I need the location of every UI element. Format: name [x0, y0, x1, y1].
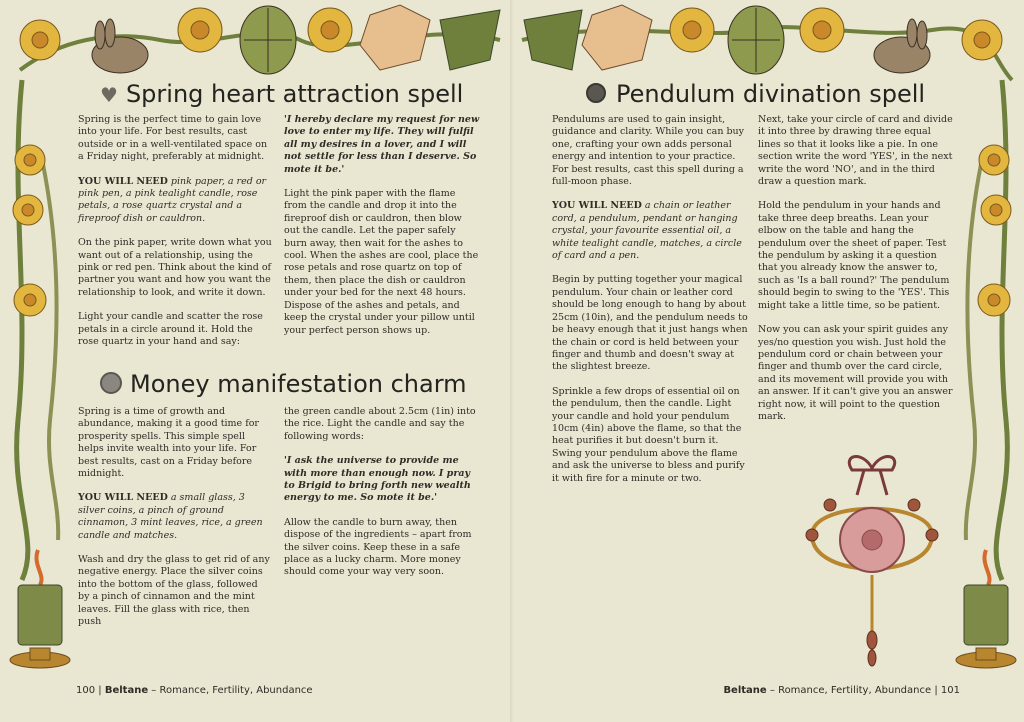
coin-icon — [100, 372, 122, 394]
left-candle — [10, 550, 70, 668]
right-page — [512, 0, 1024, 722]
spell1-column-1 — [78, 114, 272, 361]
spell1-heading — [100, 80, 463, 108]
you-will-need-label: YOU WILL NEED — [78, 492, 168, 504]
spell3-title: Pendulum divination spell — [616, 80, 926, 108]
spell3-ingredients — [552, 200, 748, 262]
footer-section: Beltane — [723, 685, 767, 696]
spell1-step-1: On the pink paper, write down what you want out of a relationship, using the pink or red pen. Think about the kind of partner you want and how you want the relationship to look, and write it down. — [78, 237, 272, 298]
footer-separator: | — [98, 685, 102, 696]
spell2-step-2: the green candle about 2.5cm (1in) into the rice. Light the candle and say the following words: — [284, 406, 476, 442]
spell3-step-4: Hold the pendulum in your hands and take three deep breaths. Lean your elbow on the table and hang the pendulum over the sheet of paper. Test the pendulum by asking it a question that you already know the answer to, such as 'Is a ball round?' The pendulum should begin to swing to the 'YES'. This might take a little time, so be patient. — [758, 200, 950, 311]
spell2-step-3: Allow the candle to burn away, then dispose of the ingredients – apart from the silver coins. Keep these in a safe place as a lucky charm. More money should come your way very soon. — [284, 516, 472, 578]
spell3-step-3: Next, take your circle of card and divide it into three by drawing three equal lines so that it looks like a pie. In one section write the word 'YES', in the next write the word 'NO', and in the third draw a question mark. — [758, 114, 953, 188]
page-number: 101 — [940, 685, 960, 696]
spell1-title: Spring heart attraction spell — [125, 80, 464, 108]
spell2-ingredients — [78, 492, 272, 542]
spell1-step-2: Light your candle and scatter the rose petals in a circle around it. Hold the rose quartz in your hand and say: — [78, 311, 263, 348]
pendant-illustration — [806, 456, 938, 666]
right-candle — [956, 550, 1016, 668]
right-vine — [966, 80, 1011, 580]
spell3-heading — [586, 80, 925, 108]
ingredients-list: a chain or leather cord, a pendulum, pendant or hanging crystal, your favourite essential oil, a white tealight candle, matches, a circle of card and a pen. — [552, 200, 742, 262]
spell2-step-1: Wash and dry the glass to get rid of any negative energy. Place the silver coins into the bottom of the glass, followed by a pinch of cinnamon and the mint leaves. Fill the glass with rice, then push — [78, 554, 270, 628]
spell2-column-1 — [78, 406, 272, 641]
you-will-need-label: YOU WILL NEED — [552, 200, 642, 212]
footer-subtitle: – Romance, Fertility, Abundance — [151, 685, 313, 696]
heart-icon: ♥ — [100, 83, 118, 107]
top-garland-left — [20, 5, 500, 74]
spell1-intro: Spring is the perfect time to gain love into your life. For best results, cast outside or in a well-ventilated space on a Friday night, preferably at midnight. — [78, 114, 268, 163]
ingredients-list: pink paper, a red or pink pen, a pink tealight candle, rose petals, a rose quartz crystal and a fireproof dish or cauldron. — [78, 175, 267, 224]
footer-subtitle: – Romance, Fertility, Abundance — [769, 685, 932, 696]
spell2-column-2 — [284, 406, 480, 591]
spell2-incantation: 'I ask the universe to provide me with more than enough now. I pray to Brigid to bring forth new wealth energy to me. So mote it be.' — [284, 455, 471, 504]
spell3-column-2 — [758, 114, 954, 435]
page-number: 100 — [76, 685, 96, 696]
spell3-step-1: Begin by putting together your magical pendulum. Your chain or leather cord should be long enough to hang by about 25cm (10in), and the pendulum needs to be heavy enough that it just hangs when the chain or cord is held between your finger and thumb and doesn't sway at the slightest breeze. — [552, 274, 748, 373]
spell1-incantation: 'I hereby declare my request for new love to enter my life. They will fulfil all my desires in a lover, and I will not settle for less than I deserve. So mote it be.' — [284, 114, 480, 175]
left-vine — [13, 80, 58, 580]
spell2-intro: Spring is a time of growth and abundance, making it a good time for prosperity spells. This simple spell helps invite wealth into your life. For best results, cast on a Friday before midnight. — [78, 406, 259, 480]
spell1-ingredients — [78, 176, 272, 226]
pendulum-circle-icon — [586, 83, 606, 103]
spell2-title: Money manifestation charm — [130, 370, 467, 398]
spell3-step-2: Sprinkle a few drops of essential oil on the pendulum, then the candle. Light your candle and hold your pendulum 10cm (4in) above the flame, so that the heat purifies it but doesn't burn it. Swing your pendulum above the flame and ask the universe to bless and purify it with fire for a minute or two. — [552, 385, 745, 484]
top-garland-right — [522, 5, 1012, 80]
footer-separator: | — [934, 685, 938, 696]
left-footer — [76, 685, 313, 696]
spell3-step-5: Now you can ask your spirit guides any yes/no question you wish. Just hold the pendulum cord or chain between your finger and thumb over the card circle, and its movement will provide you with an answer. If it can't give you an answer right now, it will point to the question mark. — [758, 324, 953, 422]
footer-section: Beltane — [104, 685, 149, 696]
spell2-heading — [100, 370, 467, 398]
ingredients-list: a small glass, 3 silver coins, a pinch of ground cinnamon, 3 mint leaves, rice, a green candle and matches. — [78, 492, 263, 541]
you-will-need-label: YOU WILL NEED — [78, 175, 168, 187]
spell1-step-3: Light the pink paper with the flame from the candle and drop it into the fireproof dish or cauldron, then blow out the candle. Let the paper safely burn away, then wait for the ashes to cool. When the ashes are cool, place the rose petals and rose quartz on top of them, then place the dish or cauldron under your bed for the next 48 hours. Dispose of the ashes and petals, and keep the crystal under your pillow until your perfect person shows up. — [284, 188, 479, 336]
spell3-intro: Pendulums are used to gain insight, guidance and clarity. While you can buy one, crafting your own adds personal energy and intention to your practice. For best results, cast this spell during a full-moon phase. — [552, 114, 745, 188]
spell3-column-1 — [552, 114, 748, 497]
spell1-column-2 — [284, 114, 480, 349]
right-footer — [723, 685, 960, 696]
